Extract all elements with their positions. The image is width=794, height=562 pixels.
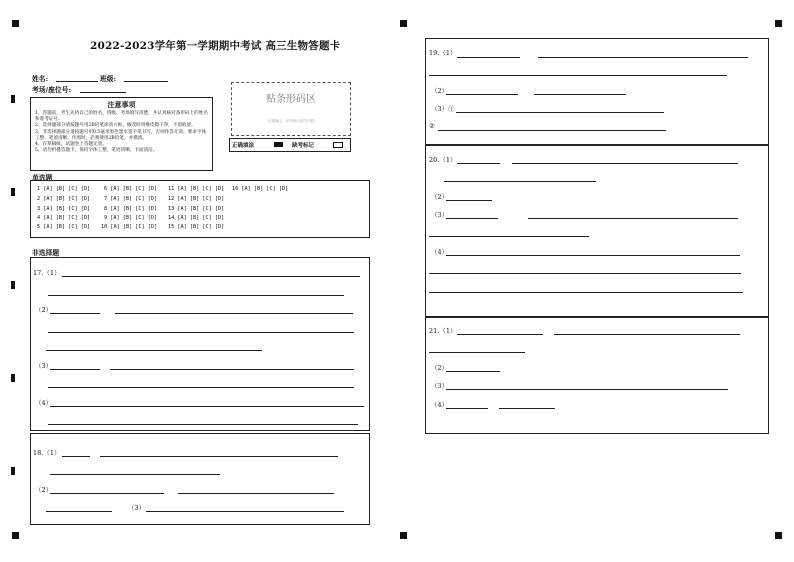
barcode-area [231,82,351,136]
sheet-title: 2022-2023学年第一学期期中考试 高三生物答题卡 [90,40,341,52]
mc-row[interactable]: 4 [A] [B] [C] [D] [37,215,91,221]
q19-part3-label: （3）① [431,105,455,113]
timing-mark [11,95,15,103]
center-mark-bottom [400,532,407,539]
q17-part3-label: （3） [35,362,53,370]
answer-line[interactable] [48,332,354,333]
answer-line[interactable] [446,200,492,201]
answer-line[interactable] [446,408,488,409]
q19-part1-label: 19.（1） [429,49,457,57]
absent-mark-label: 缺考标记 [292,143,315,149]
corner-mark-bottom-left [12,532,19,539]
answer-line[interactable] [538,57,748,58]
answer-line[interactable] [446,218,498,219]
q17-part1-label: 17.（1） [33,269,61,277]
correct-fill-label: 正确填涂 [232,143,255,149]
answer-line[interactable] [446,389,728,390]
mc-row[interactable]: 9 [A] [B] [C] [D] [104,215,158,221]
answer-line[interactable] [178,493,334,494]
notice-item: 2、选择题部分请按题号用2B铅笔涂清方框，修改时用橡皮擦干净，不留痕迹。 [35,123,196,129]
answer-line[interactable] [456,112,664,113]
center-mark-top [400,20,407,27]
mc-row[interactable]: 7 [A] [B] [C] [D] [104,196,158,202]
answer-line[interactable] [499,408,555,409]
answer-line[interactable] [100,456,338,457]
answer-line[interactable] [50,474,220,475]
absent-checkbox[interactable] [333,142,343,148]
notice-item: 1、答题前，考生先将自己的姓名、班级、考场填写清楚，并认真核对条形码上的姓名和准考证号。 [35,111,208,123]
fill-info-box [229,138,351,152]
answer-line[interactable] [457,334,543,335]
answer-line[interactable] [429,292,743,293]
answer-line[interactable] [554,334,740,335]
answer-line[interactable] [512,163,738,164]
class-field[interactable] [124,81,168,82]
answer-line[interactable] [48,295,344,296]
answer-line[interactable] [429,352,525,353]
answer-line[interactable] [50,313,100,314]
mc-row[interactable]: 14 [A] [B] [C] [D] [168,215,225,221]
q20-part4-label: （4） [431,248,449,256]
notice-box [30,97,213,171]
barcode-hint: （正面朝上，切勿贴出虚线方框） [264,119,318,123]
exam-seat-label: 考场/座位号: [32,86,71,94]
q18-part2-label: （2） [35,486,53,494]
corner-mark-bottom-right [775,532,782,539]
mc-row[interactable]: 12 [A] [B] [C] [D] [168,196,225,202]
answer-line[interactable] [429,236,589,237]
answer-line[interactable] [446,255,740,256]
answer-line[interactable] [48,387,354,388]
mc-row[interactable]: 8 [A] [B] [C] [D] [104,206,158,212]
answer-line[interactable] [50,406,364,407]
notice-title: 注意事项 [107,100,136,109]
answer-line[interactable] [110,369,354,370]
mc-row[interactable]: 6 [A] [B] [C] [D] [104,186,158,192]
mc-row[interactable]: 13 [A] [B] [C] [D] [168,206,225,212]
mc-row[interactable]: 15 [A] [B] [C] [D] [168,224,225,230]
mc-row[interactable]: 1 [A] [B] [C] [D] [37,186,91,192]
answer-line[interactable] [46,511,112,512]
notice-item: 4、在草稿纸、试题卷上答题无效。 [35,142,107,148]
answer-line[interactable] [146,511,344,512]
answer-line[interactable] [446,371,500,372]
mc-row[interactable]: 10 [A] [B] [C] [D] [101,224,158,230]
answer-line[interactable] [457,57,520,58]
answer-line[interactable] [115,313,353,314]
answer-line[interactable] [446,94,518,95]
answer-line[interactable] [62,276,360,277]
timing-mark [11,467,15,475]
non-mc-section-title: 非选择题 [32,249,60,257]
q19-part3b-label: ② [429,122,435,130]
q20-part1-label: 20.（1） [429,156,457,164]
notice-list [31,110,212,154]
q17-part2-label: （2） [35,306,53,314]
answer-line[interactable] [528,218,738,219]
name-label: 姓名: [32,75,49,83]
class-label: 班级: [100,75,117,83]
answer-line[interactable] [429,273,741,274]
notice-item: 3、非选择题部分请按题号用0.5毫米黑色墨水签字笔书写，否则作答无效。要求字体工整、笔迹清晰。作图时，必须使用2B铅笔，并描浓。 [35,129,207,141]
q17-box [30,257,370,431]
answer-line[interactable] [457,163,500,164]
mc-row[interactable]: 5 [A] [B] [C] [D] [37,224,91,230]
timing-mark [11,188,15,196]
q19-part2-label: （2） [431,87,449,95]
timing-mark [11,374,15,382]
mc-section-title: 单选题 [32,174,53,182]
q21-part2-label: （2） [431,364,449,372]
answer-line[interactable] [444,181,596,182]
mc-row[interactable]: 11 [A] [B] [C] [D] [168,186,225,192]
notice-item: 5、请勿折叠答题卡，保持字体工整、笔迹清晰、卡面清洁。 [35,148,158,154]
answer-line[interactable] [438,130,666,131]
name-field[interactable] [56,81,98,82]
corner-mark-top-right [775,20,782,27]
answer-line[interactable] [48,424,358,425]
corner-mark-top-left [12,20,19,27]
mc-row[interactable]: 2 [A] [B] [C] [D] [37,196,91,202]
q21-part4-label: （4） [431,401,449,409]
mc-row[interactable]: 16 [A] [B] [C] [D] [232,186,289,192]
q21-part3-label: （3） [431,382,449,390]
filled-sample-icon [274,142,283,147]
q20-part2-label: （2） [431,193,449,201]
q17-part4-label: （4） [35,399,53,407]
answer-line[interactable] [429,75,727,76]
answer-line[interactable] [62,456,90,457]
mc-row[interactable]: 3 [A] [B] [C] [D] [37,206,91,212]
answer-line[interactable] [50,369,100,370]
answer-line[interactable] [46,350,262,351]
timing-mark [11,281,15,289]
answer-line[interactable] [534,94,626,95]
q21-part1-label: 21.（1） [429,327,457,335]
q18-part3-label: （3） [128,504,146,512]
q18-part1-label: 18.（1） [33,449,61,457]
answer-line[interactable] [50,493,164,494]
barcode-title: 贴条形码区 [266,94,316,105]
exam-seat-field[interactable] [80,92,126,93]
q20-part3-label: （3） [431,211,449,219]
